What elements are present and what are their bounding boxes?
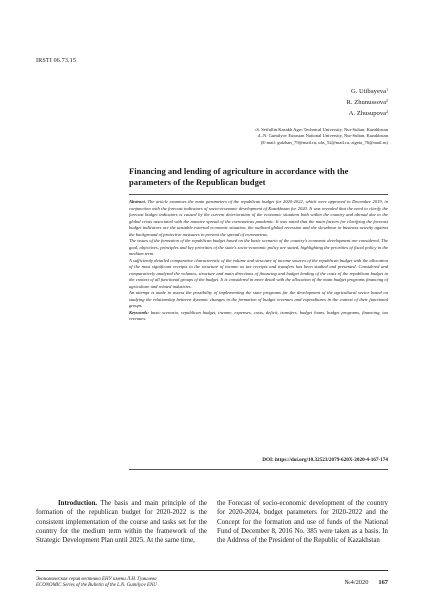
paper-title: Financing and lending of agriculture in accordance with the parameters of the Republican budget xyxy=(129,166,349,187)
body-column-left xyxy=(36,499,207,546)
author-name: A. Zhusupova$^2$ xyxy=(348,110,388,117)
keywords-label: Keywords: xyxy=(129,309,149,315)
abstract-label: Abstract. xyxy=(129,199,146,204)
footer-divider xyxy=(36,570,388,571)
author-list xyxy=(347,86,388,119)
author-emails: (E-mail: gulzhan_79@mail.ru, uhs_52@mail.ru, zigeia_76@mail.ru) xyxy=(260,139,388,145)
affiliation: $^2$L.N. Gumilyov Eurasian National University, Nur-Sultan, Kazakhstan xyxy=(257,133,388,139)
page-number: 167 xyxy=(378,579,388,586)
body-paragraph: The basis and main principle of the formation of the republican budget for 2020-2022 is the consistent implementation of the course and tasks set for the country for the medium term within the framework of the Strategic Development Plan until 2025. At the same time, xyxy=(36,500,207,545)
abstract-block xyxy=(129,199,388,323)
abstract-paragraph: Abstract. The article examines the main parameters of the republican budget for 2020-2022, which were approved in December 2019, in conjunction with the forecast indicators of socio-economic development of Kazakhstan for 2020. It was revealed that the need to clarify the forecast budget indicators is caused by the current deterioration of the economic situation both within the country and abroad due to the global crisis associated with the massive spread of the coronavirus pandemic. It was noted that the main factors for clarifying the forecast budget indicators are the unstable external economic situation, the outlined global recession and the slowdown in business activity against the background of protective measures to prevent the spread of coronavirus. xyxy=(129,199,388,237)
section-heading-introduction: Introduction. xyxy=(58,500,98,507)
affiliations xyxy=(255,127,388,146)
abstract-top-divider xyxy=(129,194,388,195)
abstract-bottom-divider xyxy=(129,469,388,470)
body-column-right xyxy=(217,499,388,546)
body-paragraph: the Forecast of socio-economic development of the country for 2020-2024, budget parameters for 2020-2022 and the Concept for the formation and use of funds of the National Fund of December 8, 2016 No. 385 were taken as a basis. In the Address of the President of the Republic of Kazakhstan xyxy=(217,500,388,545)
irsti-code: IRSTI 06.73.15 xyxy=(36,57,77,64)
abstract-paragraph: An attempt is made to assess the possibility of implementing the state programs for the development of the agricultural sector based on studying the relationship between dynamic changes in the formation of budget revenues and expenditures in the context of their functional groups. xyxy=(129,290,388,309)
abstract-paragraph: A sufficiently detailed comparative characteristic of the volume and structure of income sources of the republican budget with the allocation of the most significant receipts in the structure of income as tax receipts and transfers has been studied and presented. Considered and comparatively analyzed the volumes, structure and main directions of financing and budget lending of the costs of the republican budget in the context of all functional groups of the budget. It is considered in more detail with the allocation of the main budget programs financing of agriculture and related industries. xyxy=(129,257,388,289)
issue-info xyxy=(345,579,388,586)
doi-link[interactable]: DOI: https://doi.org/10.32523/2079-620X-2020-4-167-174 xyxy=(262,457,388,463)
journal-name: Экономическая серия вестника ЕНУ имени Л.Н. Гумилева ECONOMIC Series of the Bulletin of the L.N. Gumilyov ENU xyxy=(36,577,157,589)
affiliation: $^1$S. Seifullin Kazakh Agro Technical University, Nur-Sultan, Kazakhstan xyxy=(254,127,388,132)
keywords: Keywords: basic scenario, republican budget, income, expenses, costs, deficit, transfers, budget loans, budget programs, financing, tax revenues. xyxy=(129,309,388,322)
author-name: G. Utibayeva$^1$ xyxy=(350,88,388,95)
issue-number: №4/2020 xyxy=(344,579,369,586)
abstract-paragraph: The issues of the formation of the republican budget based on the basic scenario of the country's economic development are considered. The goal, objectives, principles and key priorities of the state's socio-economic policy are stated, highlighting the priorities of fiscal policy in the medium term. xyxy=(129,238,388,257)
author-name: R. Zhunussova$^2$ xyxy=(346,99,388,106)
page-footer xyxy=(36,570,388,590)
